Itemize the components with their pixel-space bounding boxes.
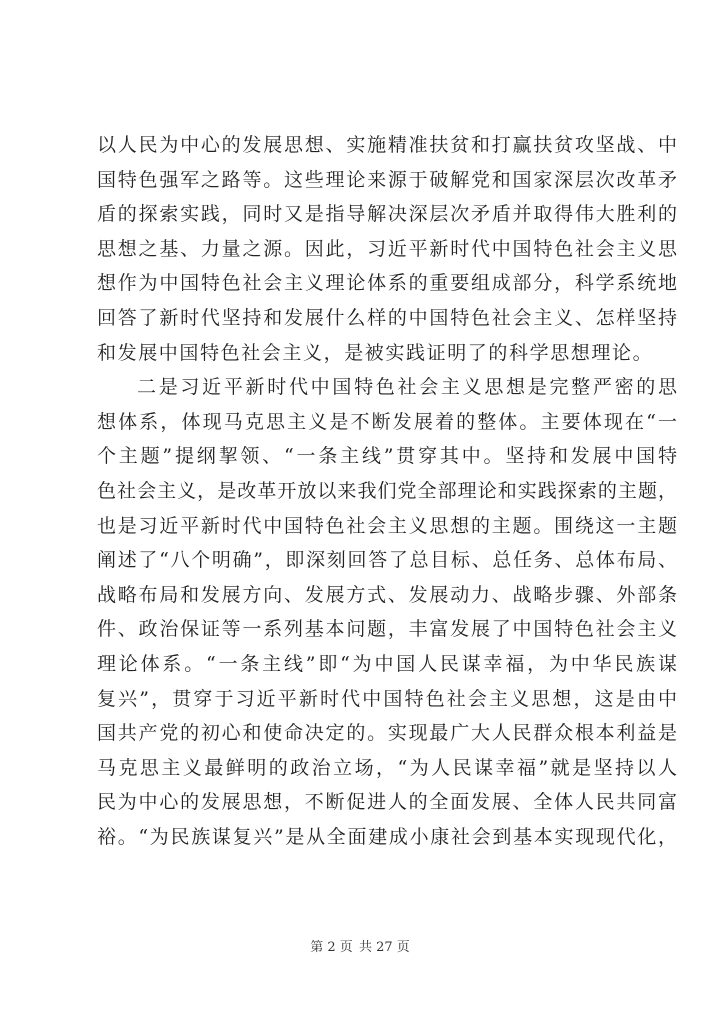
body-text bbox=[97, 128, 677, 854]
text-line: 想作为中国特色社会主义理论体系的重要组成部分，科学系统地 bbox=[97, 272, 677, 295]
text-line: 民为中心的发展思想，不断促进人的全面发展、全体人民共同富 bbox=[97, 791, 677, 814]
page-footer bbox=[0, 936, 720, 955]
text-line: 回答了新时代坚持和发展什么样的中国特色社会主义、怎样坚持 bbox=[97, 306, 677, 329]
text-line: 阐述了“八个明确”，即深刻回答了总目标、总任务、总体布局、 bbox=[97, 549, 677, 572]
text-line: 复兴”，贯穿于习近平新时代中国特色社会主义思想，这是由中 bbox=[97, 687, 677, 710]
text-line: 件、政治保证等一系列基本问题，丰富发展了中国特色社会主义 bbox=[97, 618, 677, 641]
text-line: 色社会主义，是改革开放以来我们党全部理论和实践探索的主题， bbox=[97, 479, 677, 502]
text-line: 想体系，体现马克思主义是不断发展着的整体。主要体现在“一 bbox=[97, 410, 677, 433]
text-line: 以人民为中心的发展思想、实施精准扶贫和打赢扶贫攻坚战、中 bbox=[97, 134, 677, 156]
paragraph-first-line: 二是习近平新时代中国特色社会主义思想是完整严密的思 bbox=[137, 376, 677, 399]
text-line: 马克思主义最鲜明的政治立场，“为人民谋幸福”就是坚持以人 bbox=[97, 756, 677, 779]
text-line: 和发展中国特色社会主义，是被实践证明了的科学思想理论。 bbox=[97, 341, 654, 364]
text-line: 也是习近平新时代中国特色社会主义思想的主题。围绕这一主题 bbox=[97, 514, 677, 537]
text-line: 个主题”提纲挈领、“一条主线”贯穿其中。坚持和发展中国特 bbox=[97, 445, 677, 468]
text-line: 国共产党的初心和使命决定的。实现最广大人民群众根本利益是 bbox=[97, 722, 677, 745]
text-line: 理论体系。“一条主线”即“为中国人民谋幸福，为中华民族谋 bbox=[97, 652, 677, 675]
page-number: 第 2 页 bbox=[310, 940, 353, 955]
page-total: 共 27 页 bbox=[358, 940, 410, 955]
text-line: 国特色强军之路等。这些理论来源于破解党和国家深层次改革矛 bbox=[97, 168, 677, 191]
text-line: 战略布局和发展方向、发展方式、发展动力、战略步骤、外部条 bbox=[97, 583, 677, 606]
text-line: 裕。“为民族谋复兴”是从全面建成小康社会到基本实现现代化， bbox=[97, 825, 677, 848]
text-line: 思想之基、力量之源。因此，习近平新时代中国特色社会主义思 bbox=[97, 237, 677, 260]
text-line: 盾的探索实践，同时又是指导解决深层次矛盾并取得伟大胜利的 bbox=[97, 203, 677, 226]
